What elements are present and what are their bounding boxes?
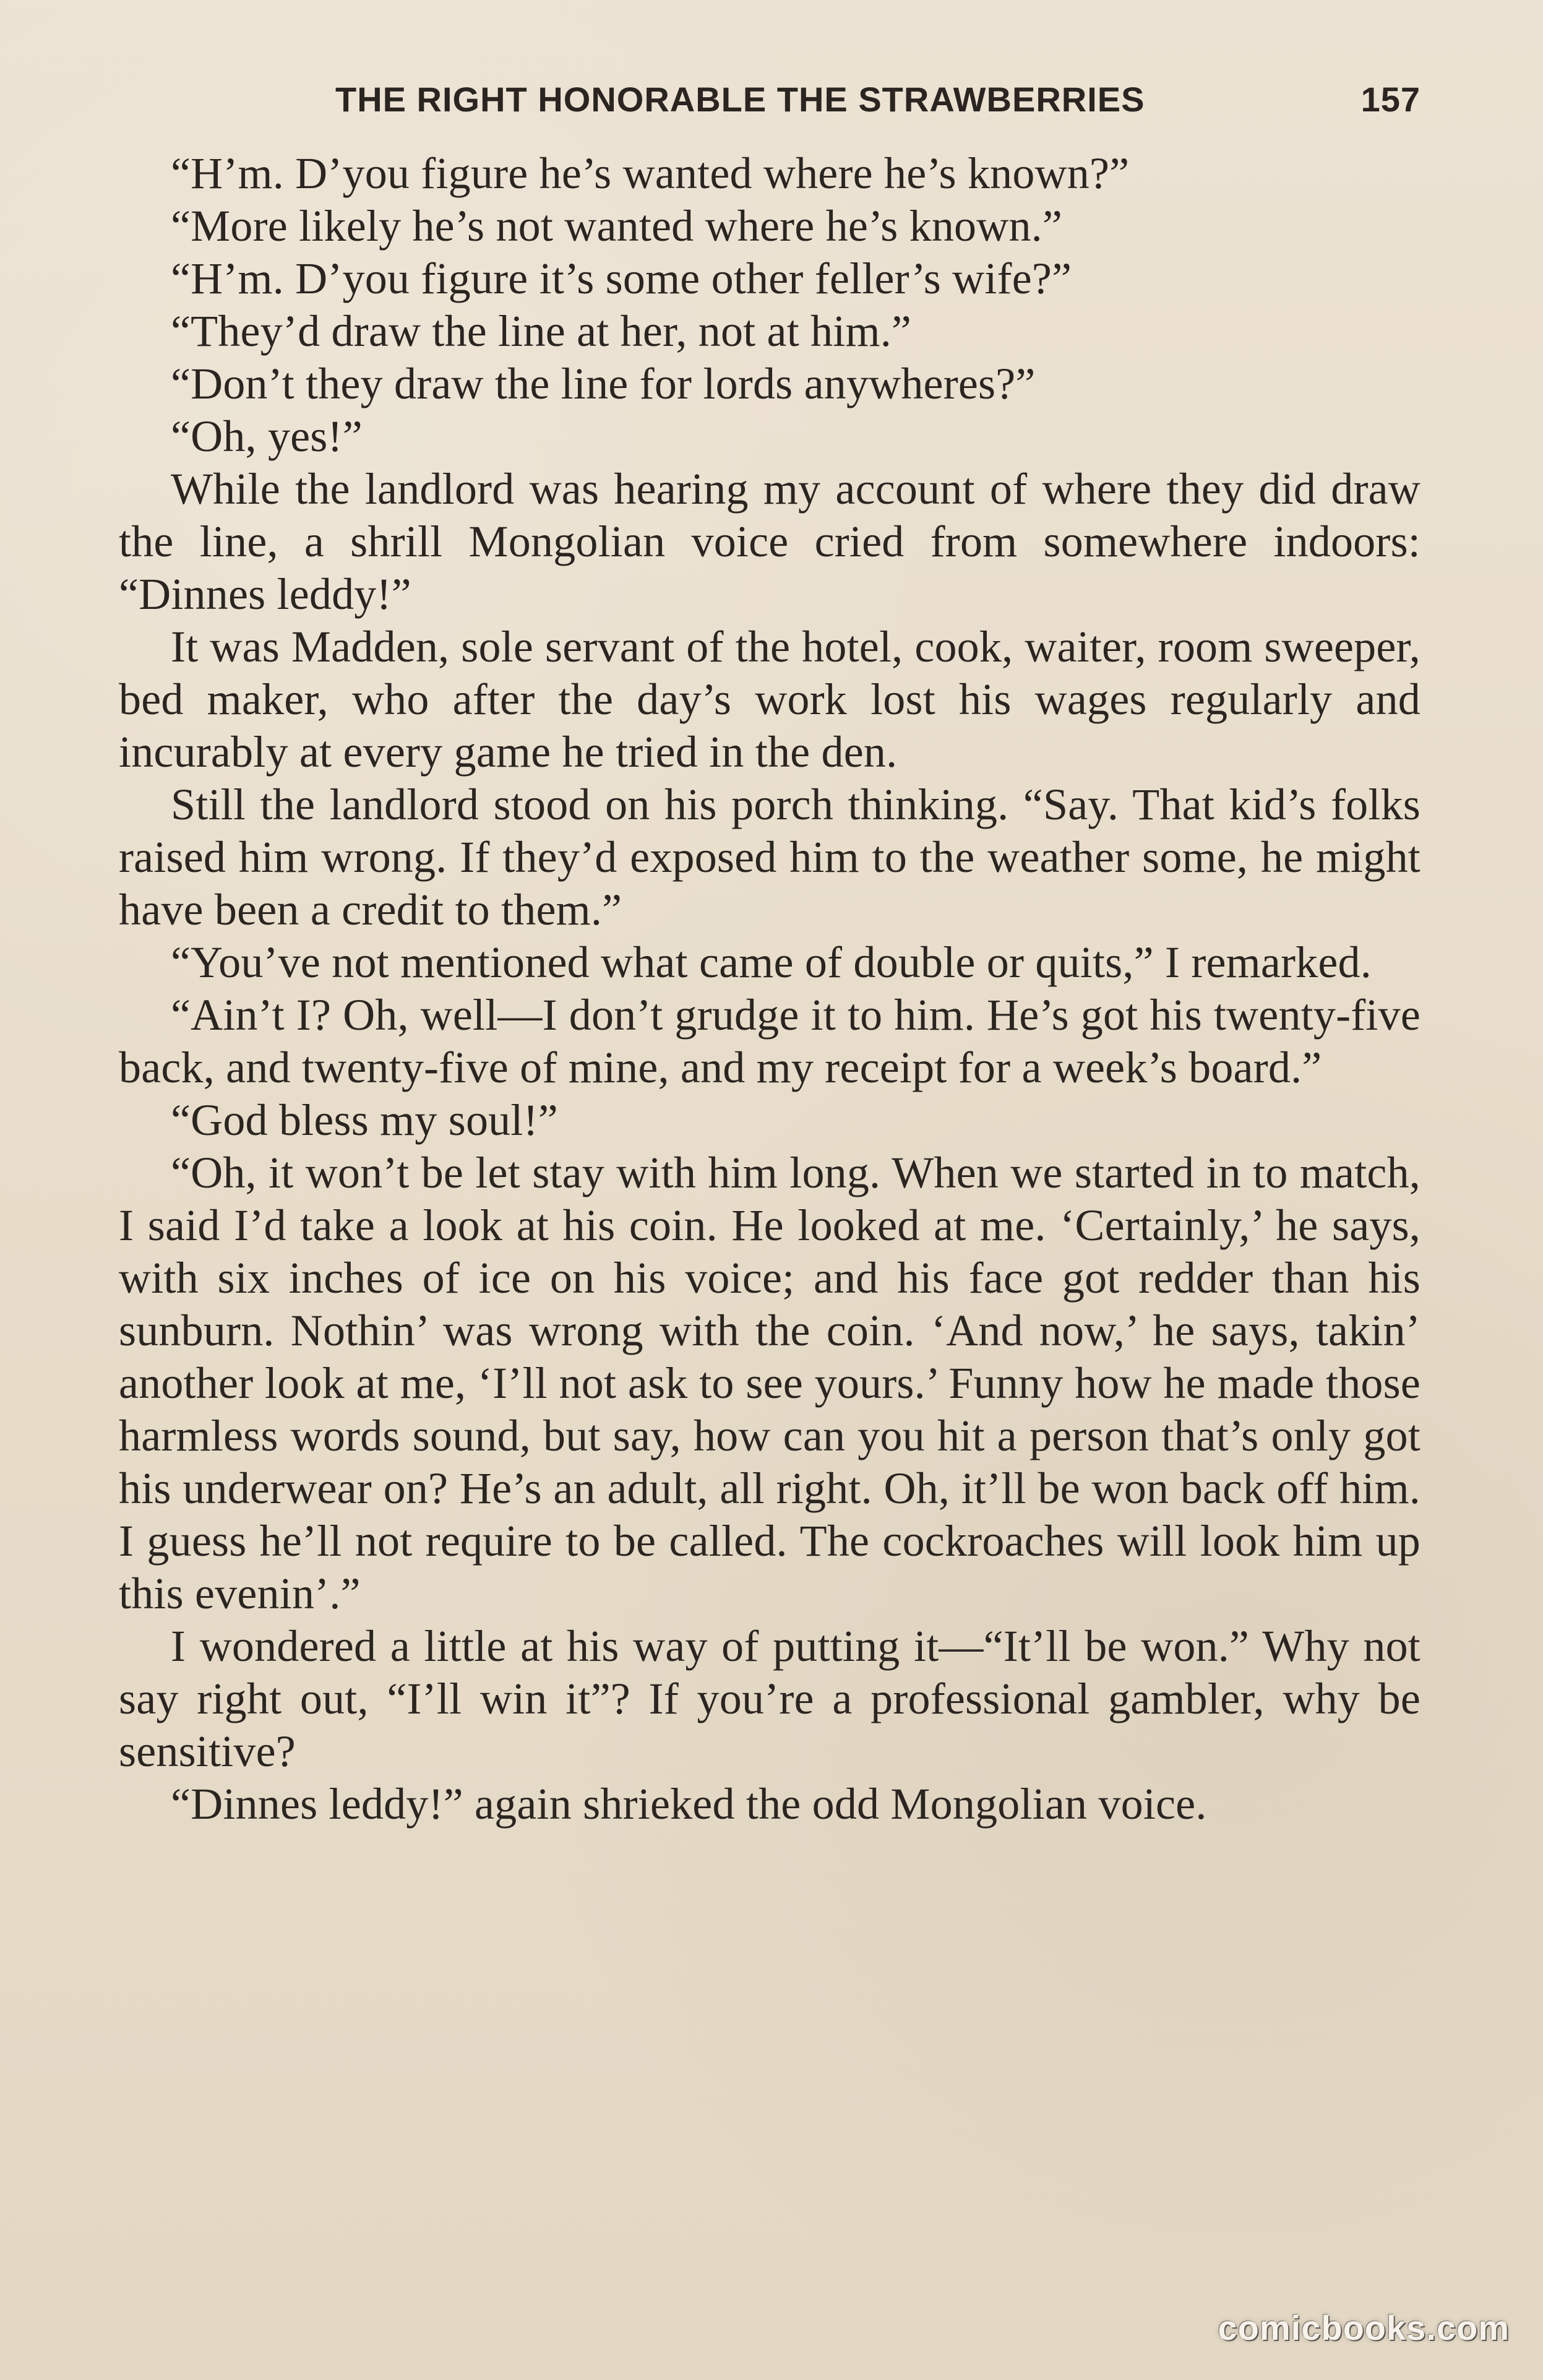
dialog-line-2: “More likely he’s not wanted where he’s known.” — [171, 201, 1062, 251]
paragraph-5: “Ain’t I? Oh, well—I don’t grudge it to him. He’s got his twenty-five back, and twenty-five of mine, and my receipt for a week’s board.” — [119, 990, 1421, 1092]
running-head — [119, 79, 1421, 129]
dialog-line-1: “H’m. D’you figure he’s wanted where he’s known?” — [171, 149, 1130, 198]
dialog-line-3: “H’m. D’you figure it’s some other feller’s wife?” — [171, 254, 1072, 303]
paragraph-1: While the landlord was hearing my account of where they did draw the line, a shrill Mongolian voice cried from somewhere indoors: “Dinnes leddy!” — [119, 464, 1421, 619]
paragraph-2: It was Madden, sole servant of the hotel, cook, waiter, room sweeper, bed maker, who after the day’s work lost his wages regularly and incurably at every game he tried in the den. — [119, 622, 1421, 777]
page-number: 157 — [1360, 80, 1421, 119]
paragraph-4: “You’ve not mentioned what came of double or quits,” I remarked. — [171, 938, 1372, 987]
dialog-line-4: “They’d draw the line at her, not at him.” — [171, 306, 912, 356]
watermark-logo: comicbooks.com — [1218, 2308, 1510, 2347]
paragraph-9: “Dinnes leddy!” again shrieked the odd Mongolian voice. — [171, 1779, 1207, 1829]
paragraph-6: “God bless my soul!” — [171, 1095, 558, 1145]
dialog-line-5: “Don’t they draw the line for lords anywheres?” — [171, 359, 1036, 408]
paragraph-3: Still the landlord stood on his porch thinking. “Say. That kid’s folks raised him wrong. If they’d exposed him to the weather some, he might have been a credit to them.” — [119, 780, 1421, 934]
running-title: THE RIGHT HONORABLE THE STRAWBERRIES — [335, 80, 1145, 119]
paragraph-8: I wondered a little at his way of putting it—“It’ll be won.” Why not say right out, “I’ll win it”? If you’re a professional gambler, why be sensitive? — [119, 1621, 1421, 1776]
dialog-line-6: “Oh, yes!” — [171, 412, 363, 461]
text-block — [119, 147, 1421, 1830]
paragraph-7: “Oh, it won’t be let stay with him long. When we started in to match, I said I’d take a look at his coin. He looked at me. ‘Certainly,’ he says, with six inches of ice on his voice; and his face got redder than his sunburn. Nothin’ was wrong with the coin. ‘And now,’ he says, takin’ another look at me, ‘I’ll not ask to see yours.’ Funny how he made those harmless words sound, but say, how can you hit a person that’s only got his underwear on? He’s an adult, all right. Oh, it’ll be won back off him. I guess he’ll not require to be called. The cockroaches will look him up this evenin’.” — [119, 1148, 1421, 1618]
